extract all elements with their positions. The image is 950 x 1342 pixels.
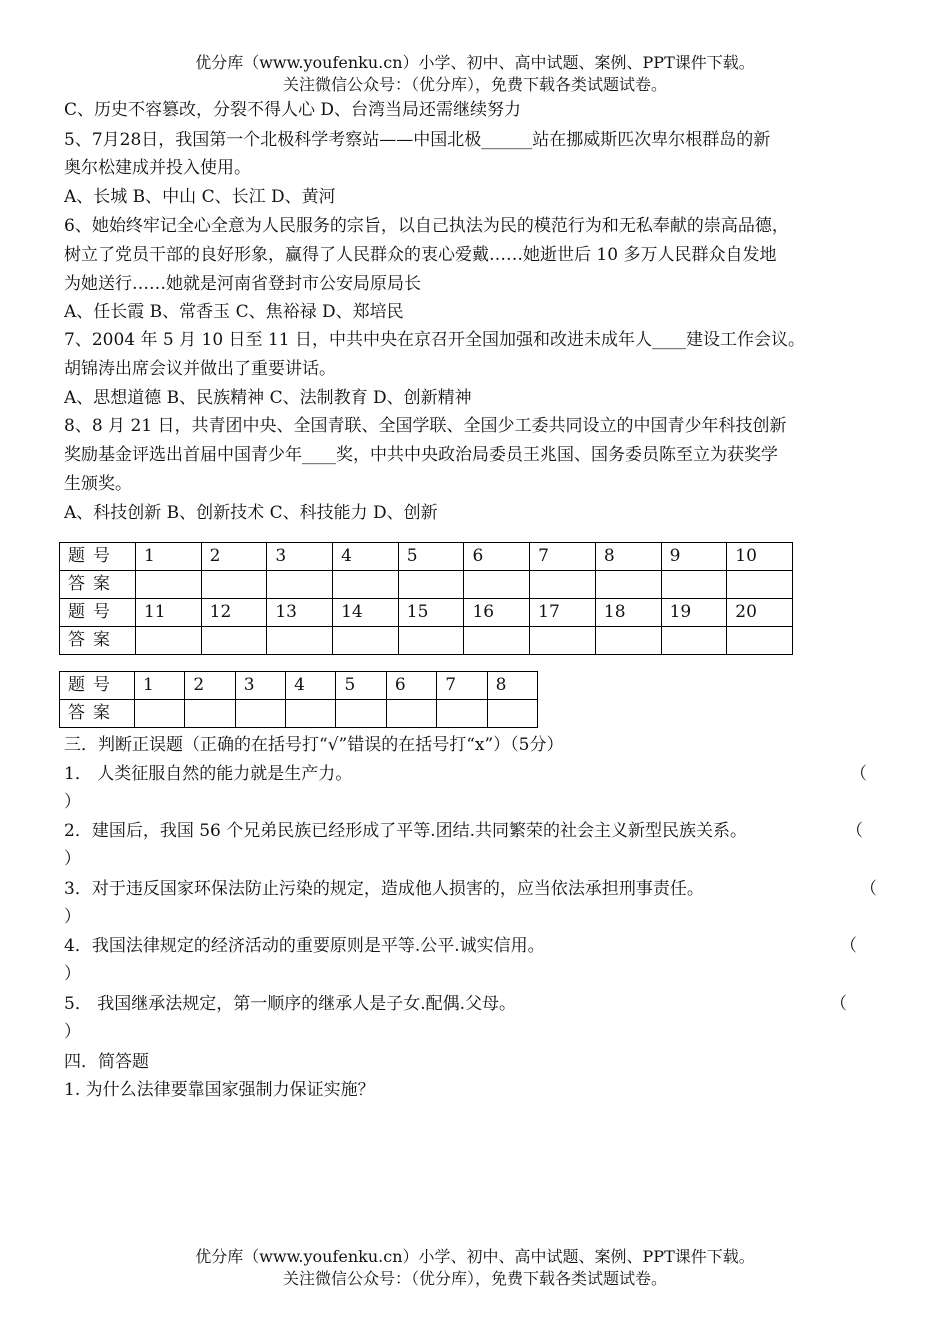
answer-cell[interactable]: [437, 700, 487, 728]
answer-cell[interactable]: [530, 627, 596, 655]
table-cell-number: 14: [333, 599, 399, 627]
table-label-answer: 答案: [60, 700, 135, 728]
q7-line-2: 胡锦涛出席会议并做出了重要讲话。: [64, 359, 336, 379]
tf-close-paren: ）: [64, 907, 81, 927]
table-row: [60, 571, 793, 599]
tf-item-1: 1． 人类征服自然的能力就是生产力。: [64, 764, 353, 784]
answer-cell[interactable]: [134, 700, 184, 728]
answer-cell[interactable]: [487, 700, 537, 728]
tf-close-paren: ）: [64, 1022, 81, 1042]
answer-cell[interactable]: [727, 627, 793, 655]
table-label-number: 题号: [60, 672, 135, 700]
table-cell-number: 13: [267, 599, 333, 627]
table-cell-number: 5: [336, 672, 386, 700]
answer-table-short: [59, 671, 538, 728]
table-cell-number: 10: [727, 543, 793, 571]
short-answer-q1: 1. 为什么法律要靠国家强制力保证实施？: [64, 1080, 375, 1100]
answer-table-choice: [59, 542, 793, 655]
table-row: [60, 672, 538, 700]
answer-cell[interactable]: [595, 627, 661, 655]
tf-open-paren: （: [840, 936, 857, 956]
section-4-title: 四．简答题: [64, 1052, 149, 1072]
q8-options: A、科技创新 B、创新技术 C、科技能力 D、创新: [64, 503, 438, 523]
table-label-answer: 答案: [60, 627, 136, 655]
answer-cell[interactable]: [661, 627, 727, 655]
tf-open-paren: （: [846, 821, 863, 841]
table-cell-number: 7: [530, 543, 596, 571]
table-cell-number: 1: [134, 672, 184, 700]
answer-cell[interactable]: [333, 571, 399, 599]
tf-item-2: 2．建国后，我国 56 个兄弟民族已经形成了平等.团结.共同繁荣的社会主义新型民族关系。: [64, 821, 748, 841]
q5-line-1: 5、7月28日，我国第一个北极科学考察站——中国北极______站在挪威斯匹次卑尔根群岛的新: [64, 130, 771, 150]
q6-options: A、任长霞 B、常香玉 C、焦裕禄 D、郑培民: [64, 302, 404, 322]
q8-line-3: 生颁奖。: [64, 474, 132, 494]
table-cell-number: 6: [386, 672, 436, 700]
answer-cell[interactable]: [398, 571, 464, 599]
table-label-number: 题号: [60, 543, 136, 571]
table-row: [60, 700, 538, 728]
table-cell-number: 4: [333, 543, 399, 571]
page-header: [0, 52, 950, 96]
footer-line-2: 关注微信公众号：（优分库），免费下载各类试题试卷。: [282, 1269, 667, 1288]
tf-close-paren: ）: [64, 792, 81, 812]
answer-cell[interactable]: [595, 571, 661, 599]
table-cell-number: 4: [286, 672, 336, 700]
tf-item-3: 3．对于违反国家环保法防止污染的规定，造成他人损害的，应当依法承担刑事责任。: [64, 879, 704, 899]
table-cell-number: 3: [267, 543, 333, 571]
q8-line-1: 8、8 月 21 日，共青团中央、全国青联、全国学联、全国少工委共同设立的中国青少年科技创新: [64, 416, 787, 436]
table-cell-number: 8: [487, 672, 537, 700]
answer-cell[interactable]: [185, 700, 235, 728]
answer-cell[interactable]: [135, 571, 201, 599]
table-cell-number: 3: [235, 672, 285, 700]
answer-cell[interactable]: [386, 700, 436, 728]
table-cell-number: 20: [727, 599, 793, 627]
q7-options: A、思想道德 B、民族精神 C、法制教育 D、创新精神: [64, 388, 472, 408]
answer-cell[interactable]: [530, 571, 596, 599]
q6-line-2: 树立了党员干部的良好形象，赢得了人民群众的衷心爱戴……她逝世后 10 多万人民群众自发地: [64, 245, 777, 265]
answer-cell[interactable]: [333, 627, 399, 655]
q5-line-2: 奥尔松建成并投入使用。: [64, 158, 251, 178]
answer-cell[interactable]: [235, 700, 285, 728]
table-cell-number: 1: [135, 543, 201, 571]
q7-line-1: 7、2004 年 5 月 10 日至 11 日，中共中央在京召开全国加强和改进未成年人____建设工作会议。: [64, 330, 805, 350]
header-line-2: 关注微信公众号：（优分库），免费下载各类试题试卷。: [282, 75, 667, 94]
table-cell-number: 2: [201, 543, 267, 571]
table-cell-number: 6: [464, 543, 530, 571]
table-label-number: 题号: [60, 599, 136, 627]
table-cell-number: 7: [437, 672, 487, 700]
answer-cell[interactable]: [336, 700, 386, 728]
answer-cell[interactable]: [267, 627, 333, 655]
table-cell-number: 19: [661, 599, 727, 627]
answer-cell[interactable]: [398, 627, 464, 655]
table-cell-number: 2: [185, 672, 235, 700]
q8-line-2: 奖励基金评选出首届中国青少年____奖，中共中央政治局委员王兆国、国务委员陈至立为获奖学: [64, 445, 778, 465]
table-cell-number: 17: [530, 599, 596, 627]
table-cell-number: 5: [398, 543, 464, 571]
table-cell-number: 16: [464, 599, 530, 627]
answer-cell[interactable]: [201, 571, 267, 599]
page-footer: [0, 1246, 950, 1290]
answer-cell[interactable]: [464, 571, 530, 599]
table-cell-number: 18: [595, 599, 661, 627]
table-row: [60, 599, 793, 627]
table-cell-number: 8: [595, 543, 661, 571]
answer-cell[interactable]: [267, 571, 333, 599]
table-cell-number: 15: [398, 599, 464, 627]
table-row: [60, 543, 793, 571]
answer-cell[interactable]: [135, 627, 201, 655]
table-label-answer: 答案: [60, 571, 136, 599]
footer-line-1: 优分库（www.youfenku.cn）小学、初中、高中试题、案例、PPT课件下载。: [195, 1247, 755, 1266]
tf-open-paren: （: [860, 879, 877, 899]
tf-item-5: 5． 我国继承法规定，第一顺序的继承人是子女.配偶.父母。: [64, 994, 517, 1014]
table-cell-number: 12: [201, 599, 267, 627]
answer-cell[interactable]: [201, 627, 267, 655]
tf-open-paren: （: [830, 994, 847, 1014]
tf-item-4: 4．我国法律规定的经济活动的重要原则是平等.公平.诚实信用。: [64, 936, 545, 956]
answer-cell[interactable]: [727, 571, 793, 599]
tf-close-paren: ）: [64, 849, 81, 869]
header-line-1: 优分库（www.youfenku.cn）小学、初中、高中试题、案例、PPT课件下载。: [195, 53, 755, 72]
section-3-title: 三．判断正误题（正确的在括号打“√”错误的在括号打“x”）（5分）: [64, 735, 564, 755]
table-cell-number: 11: [135, 599, 201, 627]
table-row: [60, 627, 793, 655]
tf-close-paren: ）: [64, 964, 81, 984]
q5-options: A、长城 B、中山 C、长江 D、黄河: [64, 187, 336, 207]
answer-cell[interactable]: [286, 700, 336, 728]
q6-line-1: 6、她始终牢记全心全意为人民服务的宗旨，以自己执法为民的模范行为和无私奉献的崇高品德，: [64, 216, 789, 236]
tf-open-paren: （: [850, 764, 867, 784]
q4-options-tail: C、历史不容篡改，分裂不得人心 D、台湾当局还需继续努力: [64, 100, 522, 120]
answer-cell[interactable]: [661, 571, 727, 599]
answer-cell[interactable]: [464, 627, 530, 655]
table-cell-number: 9: [661, 543, 727, 571]
q6-line-3: 为她送行……她就是河南省登封市公安局原局长: [64, 274, 421, 294]
